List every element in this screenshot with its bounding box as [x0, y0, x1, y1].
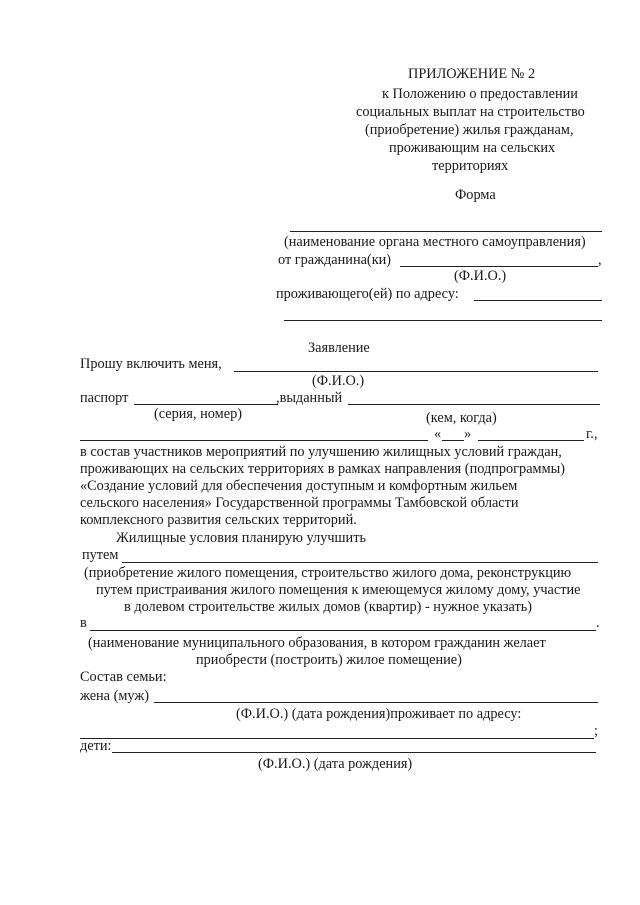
- paragraph-line-3: «Создание условий для обеспечения доступным и комфортным жильем: [80, 478, 518, 494]
- spouse-line[interactable]: [154, 702, 598, 703]
- options-line-1: (приобретение жилого помещения, строительство жилого дома, реконструкцию: [84, 565, 572, 581]
- header-line-3: (приобретение) жилья гражданам,: [365, 122, 574, 138]
- org-name-caption: (наименование органа местного самоуправления): [284, 234, 586, 250]
- municipality-caption-2: приобрести (построить) жилое помещение): [196, 652, 462, 668]
- request-label: Прошу включить меня,: [80, 356, 222, 372]
- form-label: Форма: [455, 187, 496, 203]
- housing-intro: Жилищные условия планирую улучшить: [116, 530, 366, 546]
- month-line[interactable]: [478, 440, 584, 441]
- options-line-2: путем пристраивания жилого помещения к имеющемуся жилому дому, участие: [96, 582, 581, 598]
- path-label: путем: [82, 547, 119, 563]
- series-caption: (серия, номер): [154, 406, 242, 422]
- applicant-name-line[interactable]: [234, 371, 598, 372]
- passport-number-line[interactable]: [134, 404, 278, 405]
- header-line-4: проживающим на сельских: [389, 140, 556, 156]
- spouse-label: жена (муж): [80, 688, 150, 704]
- children-caption: (Ф.И.О.) (дата рождения): [258, 756, 413, 772]
- family-label: Состав семьи:: [80, 669, 167, 685]
- quote-close: »: [464, 426, 472, 442]
- issued-by-line-2[interactable]: [80, 440, 428, 441]
- header-line-1: к Положению о предоставлении: [382, 86, 578, 102]
- paragraph-line-5: комплексного развития сельских территорий.: [80, 512, 357, 528]
- org-name-line[interactable]: [290, 231, 602, 232]
- citizen-fio-caption: (Ф.И.О.): [454, 268, 507, 284]
- children-line[interactable]: [112, 752, 596, 753]
- in-label: в: [80, 615, 87, 631]
- municipality-caption-1: (наименование муниципального образования, в котором гражданин желает: [88, 635, 546, 651]
- appendix-title: ПРИЛОЖЕНИЕ № 2: [408, 66, 536, 82]
- paragraph-line-4: сельского населения» Государственной программы Тамбовской области: [80, 495, 519, 511]
- header-line-2: социальных выплат на строительство: [356, 104, 585, 120]
- municipality-line[interactable]: [90, 630, 596, 631]
- paragraph-line-2: проживающих на сельских территориях в рамках направления (подпрограммы): [80, 461, 565, 477]
- citizen-name-line[interactable]: [400, 266, 598, 267]
- spouse-caption: (Ф.И.О.) (дата рождения)проживает по адресу:: [236, 706, 522, 722]
- children-label: дети:: [80, 738, 112, 754]
- options-line-3: в долевом строительстве жилых домов (квартир) - нужное указать): [124, 599, 533, 615]
- issued-label: ,выданный: [276, 390, 343, 406]
- spouse-address-line[interactable]: [80, 738, 594, 739]
- path-line[interactable]: [122, 562, 598, 563]
- paragraph-line-1: в состав участников мероприятий по улучшению жилищных условий граждан,: [80, 444, 562, 460]
- address-label: проживающего(ей) по адресу:: [276, 286, 459, 302]
- address-line-2[interactable]: [284, 320, 602, 321]
- day-line[interactable]: [442, 440, 464, 441]
- citizen-comma: ,: [598, 252, 602, 268]
- passport-label: паспорт: [80, 390, 129, 406]
- applicant-fio-caption: (Ф.И.О.): [312, 373, 365, 389]
- spouse-semicolon: ;: [594, 723, 598, 739]
- municipality-period: .: [596, 615, 600, 631]
- statement-title: Заявление: [308, 340, 370, 356]
- from-citizen-label: от гражданина(ки): [278, 252, 392, 268]
- address-line-1[interactable]: [474, 300, 602, 301]
- header-line-5: территориях: [432, 158, 509, 174]
- year-suffix: г.,: [586, 426, 598, 442]
- issued-by-line[interactable]: [348, 404, 600, 405]
- issuer-caption: (кем, когда): [426, 410, 497, 426]
- quote-open: «: [434, 426, 442, 442]
